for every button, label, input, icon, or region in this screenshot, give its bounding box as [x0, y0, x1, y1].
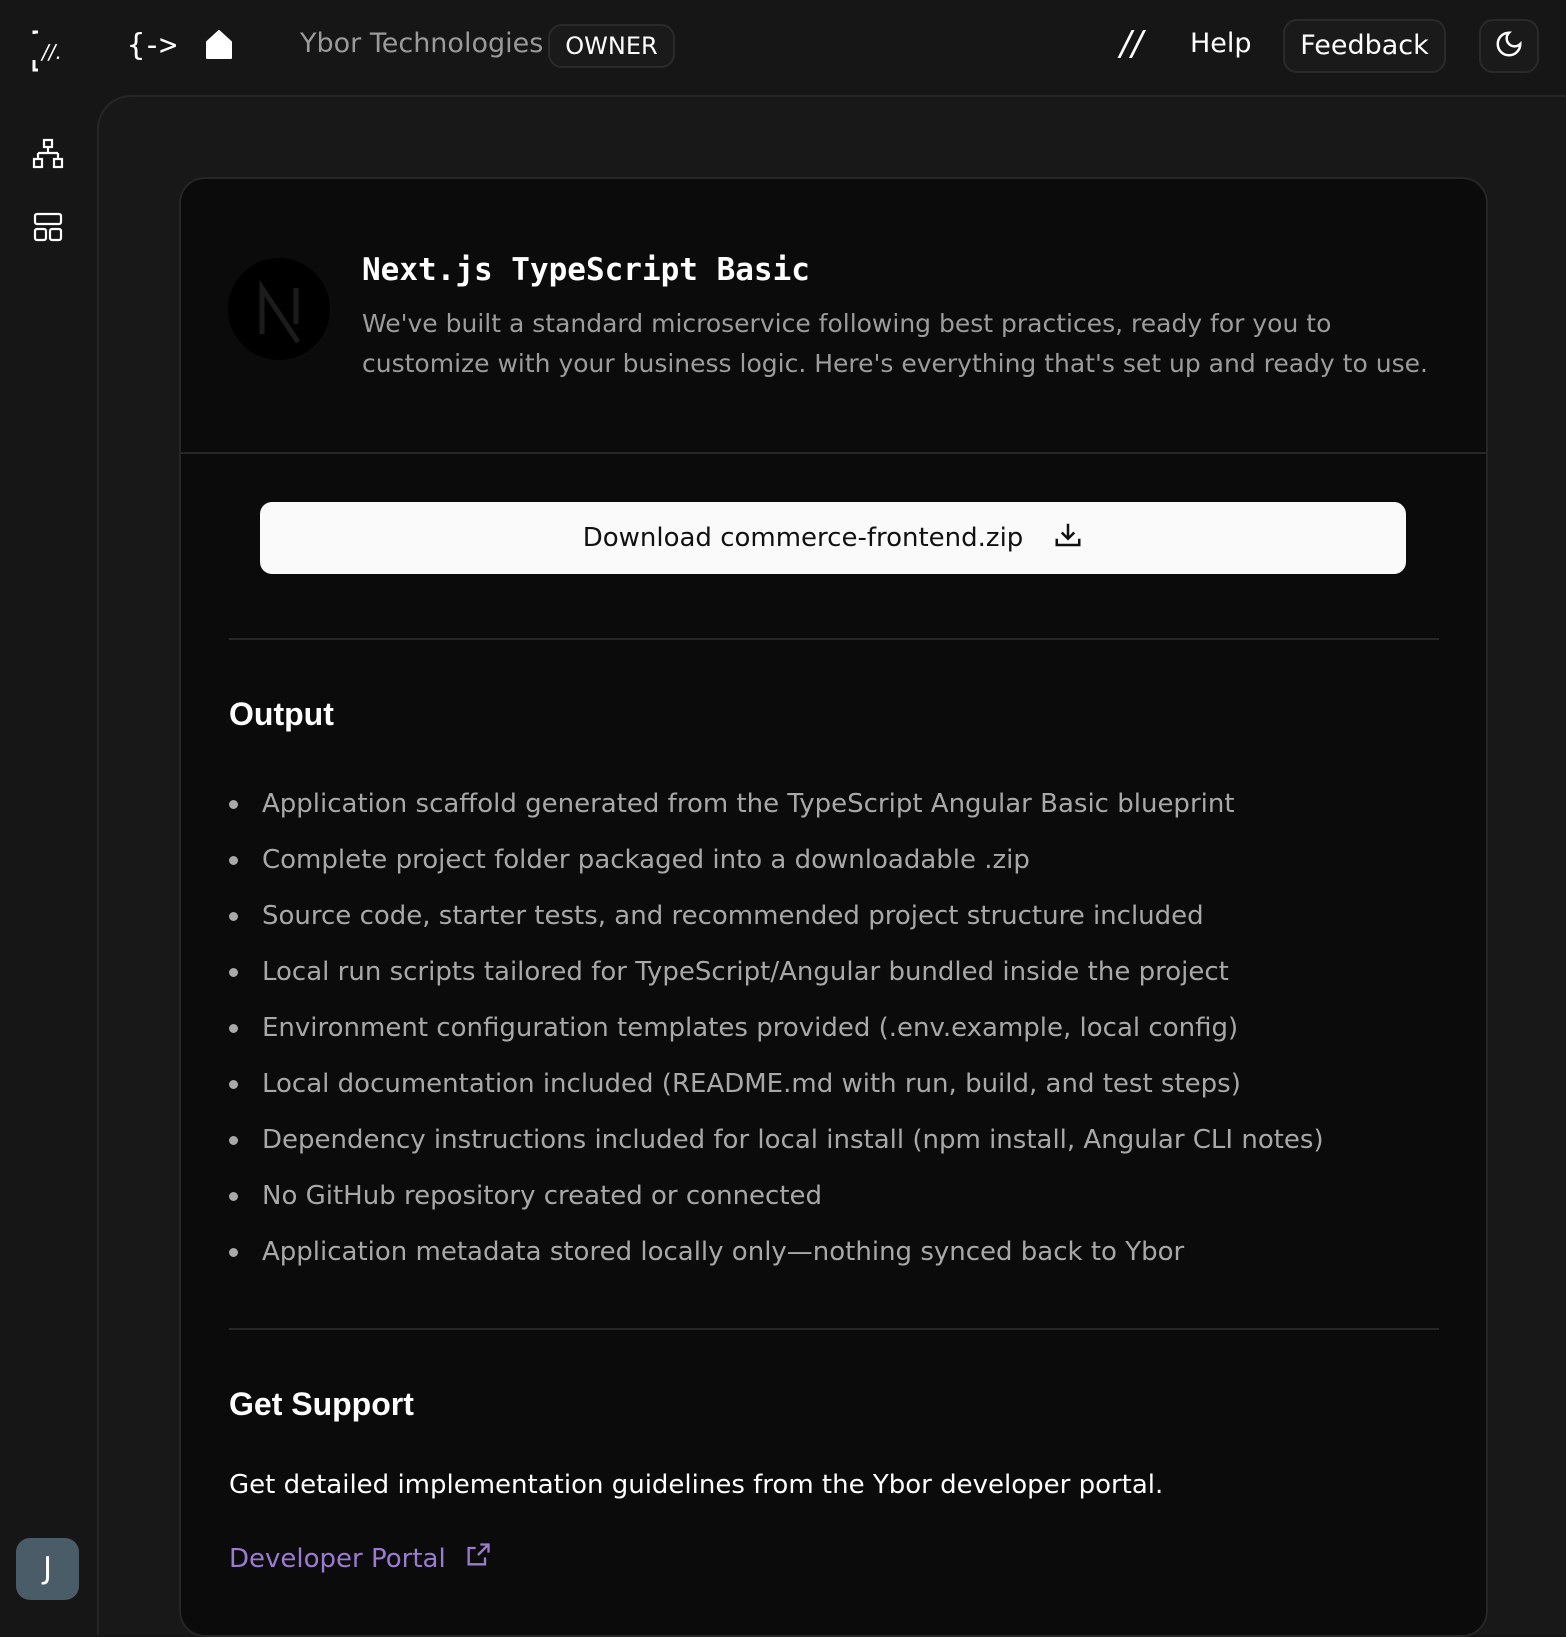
sitemap-icon [32, 155, 64, 174]
support-heading: Get Support [229, 1386, 414, 1422]
support-text: Get detailed implementation guidelines from the Ybor developer portal. [229, 1470, 1164, 1500]
list-item: Source code, starter tests, and recommended project structure included [229, 888, 1324, 944]
home-icon[interactable] [205, 30, 233, 64]
layout-icon [32, 228, 64, 247]
download-button[interactable] [260, 502, 1406, 574]
slash-icon[interactable]: // [1120, 24, 1143, 64]
developer-portal-label: Developer Portal [229, 1543, 446, 1574]
org-name[interactable]: Ybor Technologies [300, 28, 544, 59]
external-link-icon [464, 1541, 492, 1576]
list-item: Local run scripts tailored for TypeScript/Angular bundled inside the project [229, 944, 1324, 1000]
template-description: We've built a standard microservice following best practices, ready for you to customize with your business logic. Here's everything that's set up and ready to use. [362, 309, 1428, 378]
divider [229, 1328, 1439, 1330]
role-badge: OWNER [548, 24, 675, 68]
ybor-logo[interactable] [30, 26, 74, 72]
help-link[interactable]: Help [1190, 28, 1252, 59]
list-item: No GitHub repository created or connected [229, 1168, 1324, 1224]
list-item: Dependency instructions included for local install (npm install, Angular CLI notes) [229, 1112, 1324, 1168]
list-item: Application scaffold generated from the TypeScript Angular Basic blueprint [229, 776, 1324, 832]
theme-toggle-button[interactable] [1479, 19, 1539, 73]
download-label: Download commerce-frontend.zip [582, 523, 1024, 553]
divider [179, 452, 1488, 454]
list-item: Environment configuration templates provided (.env.example, local config) [229, 1000, 1324, 1056]
template-title: Next.js TypeScript Basic [362, 252, 810, 288]
sidebar-item-layout[interactable] [32, 211, 64, 247]
nextjs-logo [228, 258, 330, 360]
feedback-button[interactable]: Feedback [1283, 19, 1446, 73]
output-heading: Output [229, 696, 334, 732]
user-avatar[interactable]: J [16, 1538, 79, 1600]
moon-icon [1494, 29, 1524, 63]
list-item: Complete project folder packaged into a downloadable .zip [229, 832, 1324, 888]
output-list [229, 776, 1324, 1280]
sidebar-item-hierarchy[interactable] [32, 138, 64, 174]
svg-text://.: //. [42, 40, 62, 64]
developer-portal-link[interactable] [229, 1541, 492, 1576]
code-icon[interactable]: {-> [127, 28, 176, 63]
divider [229, 638, 1439, 640]
download-icon [1053, 520, 1083, 557]
list-item: Application metadata stored locally only—nothing synced back to Ybor [229, 1224, 1324, 1280]
list-item: Local documentation included (README.md with run, build, and test steps) [229, 1056, 1324, 1112]
